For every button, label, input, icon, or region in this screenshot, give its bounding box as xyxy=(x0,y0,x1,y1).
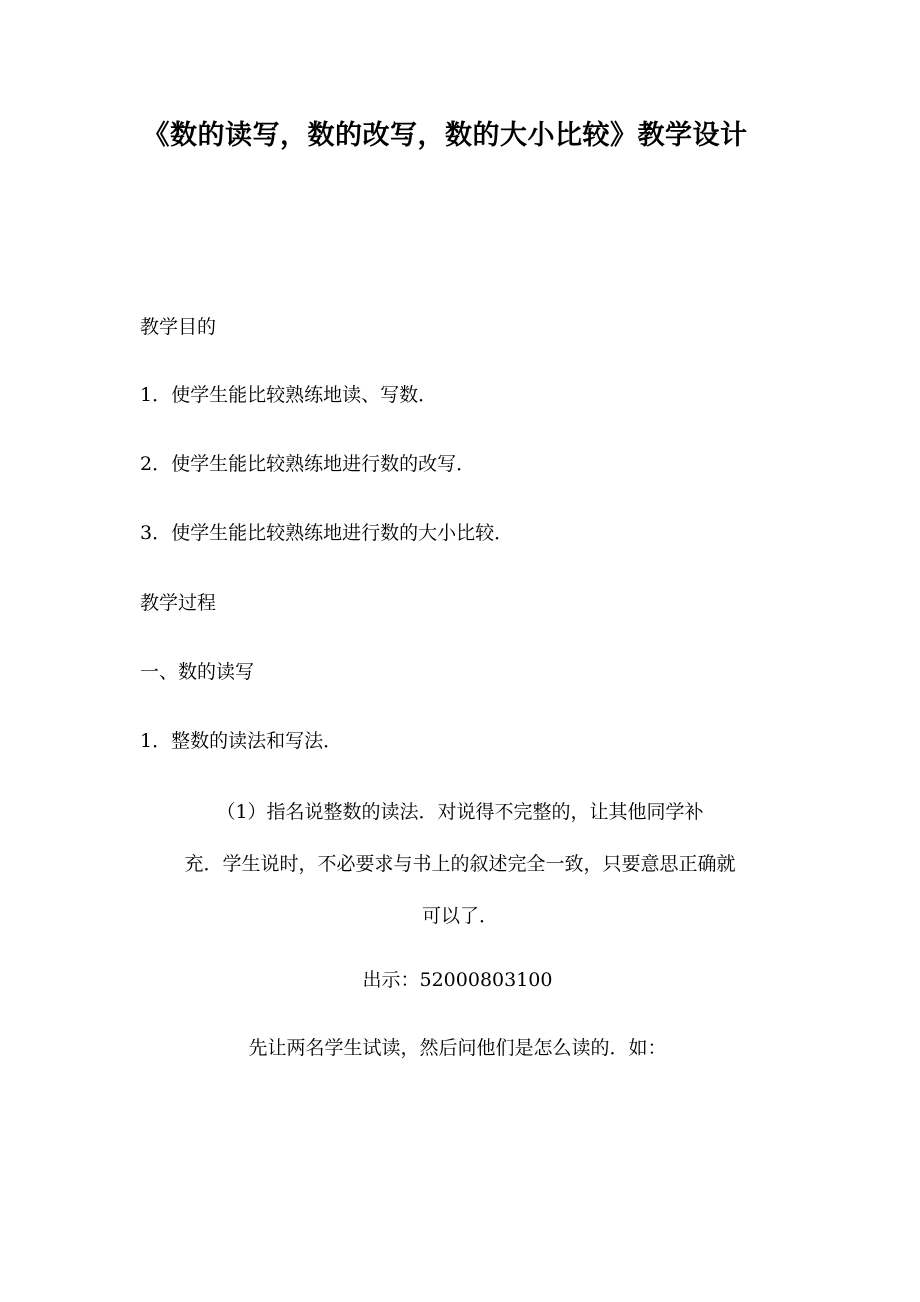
objectives-heading: 教学目的 xyxy=(140,316,217,338)
followup-instruction: 先让两名学生试读，然后问他们是怎么读的．如： xyxy=(248,1037,667,1059)
section-heading-reading-writing: 一、数的读写 xyxy=(140,661,255,683)
process-heading: 教学过程 xyxy=(140,592,217,614)
paragraph-integer-reading xyxy=(140,786,780,942)
paragraph-line: 充．学生说时，不必要求与书上的叙述完全一致，只要意思正确就 xyxy=(184,853,736,875)
page-title: 《数的读写，数的改写，数的大小比较》教学设计 xyxy=(142,120,748,151)
objective-item-1: 1．使学生能比较熟练地读、写数． xyxy=(140,384,438,406)
display-number-line: 出示：52000803100 xyxy=(362,969,553,991)
paragraph-line: （1）指名说整数的读法．对说得不完整的，让其他同学补 xyxy=(216,801,704,823)
paragraph-line: 可以了． xyxy=(421,905,498,927)
objective-item-3: 3．使学生能比较熟练地进行数的大小比较． xyxy=(140,522,514,544)
subsection-heading-integers: 1．整数的读法和写法． xyxy=(140,730,343,752)
objective-item-2: 2．使学生能比较熟练地进行数的改写． xyxy=(140,453,476,475)
